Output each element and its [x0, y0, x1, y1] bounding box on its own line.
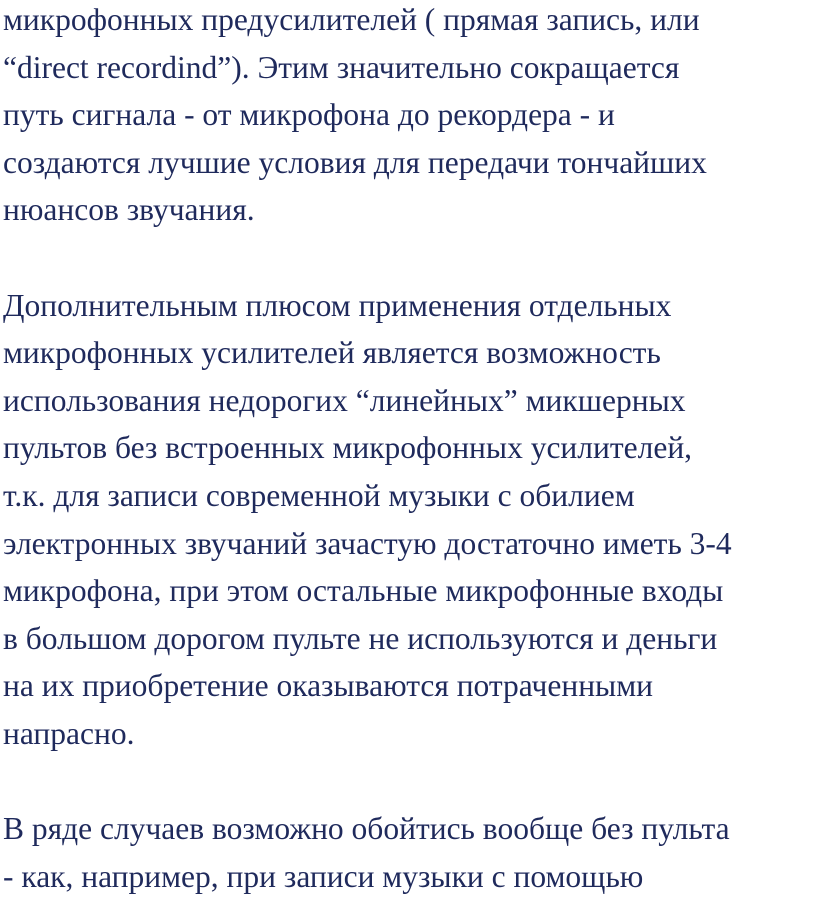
text-line: в большом дорогом пульте не используются и деньги	[3, 620, 718, 656]
text-line: напрасно.	[3, 715, 135, 751]
text-line: путь сигнала - от микрофона до рекордера - и	[3, 97, 615, 133]
text-line: В ряде случаев возможно обойтись вообще без пульта	[3, 811, 730, 847]
text-line: Дополнительным плюсом применения отдельных	[3, 287, 672, 323]
text-line: микрофона, при этом остальные микрофонные входы	[3, 573, 724, 609]
text-line: нюансов звучания.	[3, 192, 255, 228]
text-line: микрофонных усилителей является возможность	[3, 335, 661, 371]
text-line: использования недорогих “линейных” микшерных	[3, 382, 686, 418]
text-line: микрофонных предусилителей ( прямая запись, или	[3, 2, 700, 37]
paragraph-spacer	[0, 758, 816, 806]
paragraph-2	[0, 282, 816, 758]
text-line: на их приобретение оказываются потраченными	[3, 668, 654, 704]
text-line: т.к. для записи современной музыки с обилием	[3, 477, 635, 513]
paragraph-1	[0, 0, 816, 234]
text-line: пультов без встроенных микрофонных усилителей,	[3, 430, 693, 466]
text-line: “direct recordind”). Этим значительно сокращается	[3, 49, 680, 85]
text-line: создаются лучшие условия для передачи тончайших	[3, 144, 707, 180]
text-line: - как, например, при записи музыки с помощью	[3, 858, 644, 894]
paragraph-3	[0, 805, 816, 900]
paragraph-spacer	[0, 234, 816, 282]
text-line: электронных звучаний зачастую достаточно иметь 3-4	[3, 525, 732, 561]
